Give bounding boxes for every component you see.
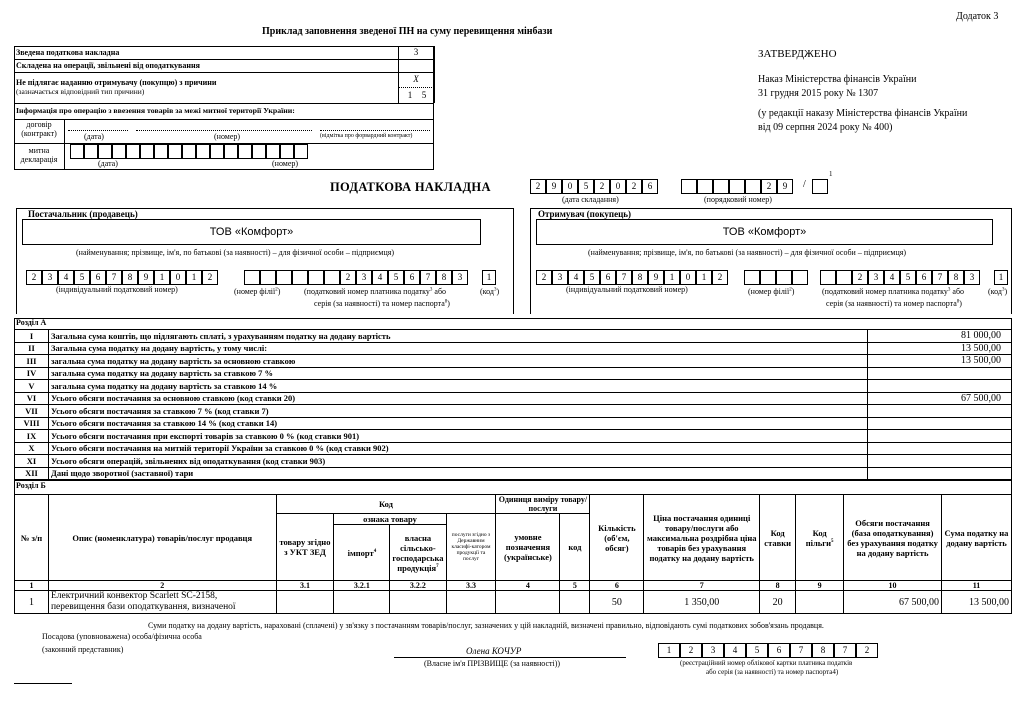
column-number: 8 <box>760 581 796 591</box>
forward-mark-label: (відмітка про форвардний контракт) <box>320 133 413 139</box>
row-empty-cell <box>496 591 560 614</box>
section-a-text: загальна сума податку на додану вартість за основною ставкою <box>48 355 867 368</box>
declaration-cell-16 <box>280 144 294 159</box>
column-number: 10 <box>844 581 942 591</box>
buyer-payer-digit-3: 2 <box>852 270 868 285</box>
serial-slash: / <box>803 179 806 190</box>
seller-ipn-digit-6: 7 <box>106 270 122 285</box>
buyer-payer-label: (податковий номер платника податку$^3$ або <box>822 287 965 296</box>
section-a-num: VIII <box>15 417 49 430</box>
seller-payer-digit-3: 2 <box>340 270 356 285</box>
seller-ipn-digit-1: 2 <box>26 270 42 285</box>
reg-digit-3: 3 <box>702 643 724 658</box>
column-number: 3.1 <box>276 581 334 591</box>
column-number: 7 <box>644 581 760 591</box>
date-digit-2: 9 <box>546 179 562 194</box>
table-row <box>15 591 1012 614</box>
col-sign-header: ознака товару <box>334 514 446 525</box>
section-a-value <box>868 455 1012 468</box>
col-num-header: № з/п <box>15 495 49 581</box>
serial-digit-4 <box>729 179 745 194</box>
not-provided-label: Не підлягає наданню отримувачу (покупцю) з причини <box>16 78 217 87</box>
buyer-payer-digit-5: 4 <box>884 270 900 285</box>
col-service-header: послуги згідно з Державним класифі-катором продукції та послуг <box>446 514 496 581</box>
section-a-value <box>868 467 1012 480</box>
row-desc: Електричний конвектор Scarlett SC-2158, перевищення бази оподаткування, визначеної <box>48 591 276 614</box>
section-a-num: IV <box>15 367 49 380</box>
section-a-num: I <box>15 330 49 343</box>
seller-branch-digit-3 <box>276 270 292 285</box>
buyer-name-label: (найменування; прізвище, ім'я, по батькові (за наявності) – для фізичної особи – підприємця) <box>588 248 907 257</box>
section-a-row <box>15 355 1012 368</box>
row-rate: 20 <box>760 591 796 614</box>
col-rate-header: Код ставки <box>760 495 796 581</box>
buyer-payer-digit-9: 8 <box>948 270 964 285</box>
declaration-cell-3 <box>98 144 112 159</box>
buyer-ipn-digit-9: 1 <box>664 270 680 285</box>
order-line-1: Наказ Міністерства фінансів України <box>758 74 917 85</box>
declaration-cell-2 <box>84 144 98 159</box>
seller-payer-digit-4: 3 <box>356 270 372 285</box>
buyer-ipn-digit-11: 1 <box>696 270 712 285</box>
seller-code-cell: 1 <box>482 270 496 285</box>
section-a-table <box>14 329 1012 480</box>
seller-name: ТОВ «Комфорт» <box>209 226 294 238</box>
section-a-num: XII <box>15 467 49 480</box>
buyer-branch-digit-4 <box>792 270 808 285</box>
column-number: 2 <box>48 581 276 591</box>
row-empty-cell <box>276 591 334 614</box>
section-a-value: 81 000,00 <box>868 330 1012 343</box>
declaration-cell-17 <box>294 144 308 159</box>
section-a-text: Усього обсяги постачання за основною ставкою (код ставки 20) <box>48 392 867 405</box>
serial-digit-1 <box>681 179 697 194</box>
declaration-cell-1 <box>70 144 84 159</box>
col-desc-header: Опис (номенклатура) товарів/послуг продавця <box>48 495 276 581</box>
section-b-table <box>14 494 1012 614</box>
section-a-text: Усього обсяги операцій, звільнених від оподаткування (код ставки 903) <box>48 455 867 468</box>
row-vat: 13 500,00 <box>942 591 1012 614</box>
declaration-cell-12 <box>224 144 238 159</box>
date-digit-3: 0 <box>562 179 578 194</box>
seller-payer-digit-10: 3 <box>452 270 468 285</box>
declaration-cell-4 <box>112 144 126 159</box>
position-line-1: Посадова (уповноважена) особа/фізична особа <box>42 632 202 641</box>
date-digit-1: 2 <box>530 179 546 194</box>
buyer-ipn-digit-7: 8 <box>632 270 648 285</box>
seller-branch-digit-2 <box>260 270 276 285</box>
column-number: 1 <box>15 581 49 591</box>
invoice-date-label: (дата складання) <box>562 195 619 204</box>
buyer-payer-digit-1 <box>820 270 836 285</box>
buyer-branch-label: (номер філії$^2$) <box>748 287 795 296</box>
section-a-text: Загальна сума податку на додану вартість, у тому числі: <box>48 342 867 355</box>
buyer-payer-digit-8: 7 <box>932 270 948 285</box>
section-a-value <box>868 380 1012 393</box>
buyer-ipn-digit-3: 4 <box>568 270 584 285</box>
seller-payer-digit-7: 6 <box>404 270 420 285</box>
col-code-header: Код <box>276 495 496 514</box>
reg-digit-7: 7 <box>790 643 812 658</box>
buyer-payer-digit-2 <box>836 270 852 285</box>
edition-line-2: від 09 серпня 2024 року № 400) <box>758 122 893 133</box>
declaration-cell-6 <box>140 144 154 159</box>
buyer-ipn-digit-8: 9 <box>648 270 664 285</box>
section-b-title: Розділ Б <box>16 481 46 490</box>
section-a-num: V <box>15 380 49 393</box>
column-number: 9 <box>796 581 844 591</box>
declaration-cell-15 <box>266 144 280 159</box>
col-agri-header: власна сільсько-господарська продукція$^7$ <box>390 525 446 581</box>
footer-statement: Суми податку на додану вартість, нараховані (сплачені) у зв'язку з постачанням товарів/послуг, зазначених у цій накладній, визначені правильно, відповідають сумі податкових зобов'язань продавця. <box>148 621 824 630</box>
reg-label-1: (реєстраційний номер облікової картки платника податків <box>680 659 853 667</box>
seller-ipn-digit-5: 6 <box>90 270 106 285</box>
section-a-row <box>15 330 1012 343</box>
row-empty-cell <box>796 591 844 614</box>
seller-ipn-digit-3: 4 <box>58 270 74 285</box>
example-title: Приклад заповнення зведеної ПН на суму перевищення мінбази <box>262 26 553 37</box>
seller-ipn-digit-10: 0 <box>170 270 186 285</box>
row-empty-cell <box>446 591 496 614</box>
buyer-code-cell: 1 <box>994 270 1008 285</box>
section-a-text: Загальна сума коштів, що підлягають сплаті, з урахуванням податку на додану вартість <box>48 330 867 343</box>
section-a-text: загальна сума податку на додану вартість за ставкою 7 % <box>48 367 867 380</box>
buyer-ipn-digit-2: 3 <box>552 270 568 285</box>
seller-branch-label: (номер філії$^2$) <box>234 287 281 296</box>
seller-ipn-digit-11: 1 <box>186 270 202 285</box>
reg-digit-5: 5 <box>746 643 768 658</box>
section-a-value <box>868 417 1012 430</box>
seller-ipn-digit-7: 8 <box>122 270 138 285</box>
date-digit-4: 5 <box>578 179 594 194</box>
section-a-num: VII <box>15 405 49 418</box>
seller-ipn-digit-2: 3 <box>42 270 58 285</box>
section-a-text: Усього обсяги постачання при експорті товарів за ставкою 0 % (код ставки 901) <box>48 430 867 443</box>
seller-branch-digit-1 <box>244 270 260 285</box>
reg-digit-4: 4 <box>724 643 746 658</box>
serial-digit-3 <box>713 179 729 194</box>
col-unit-header: Одиниця виміру товару/послуги <box>496 495 590 514</box>
summary-invoice-value: 3 <box>413 47 419 57</box>
col-benefit-header: Код пільги$^5$ <box>796 495 844 581</box>
seller-payer-digit-8: 7 <box>420 270 436 285</box>
contract-date-label: (дата) <box>84 132 104 141</box>
column-number: 11 <box>942 581 1012 591</box>
section-a-value: 13 500,00 <box>868 342 1012 355</box>
approved-label: ЗАТВЕРДЖЕНО <box>758 48 837 60</box>
col-vat-header: Сума податку на додану вартість <box>942 495 1012 581</box>
appendix-label: Додаток 3 <box>956 11 999 22</box>
section-a-row <box>15 392 1012 405</box>
column-number: 3.2.1 <box>334 581 390 591</box>
row-empty-cell <box>560 591 590 614</box>
section-a-row <box>15 442 1012 455</box>
seller-payer-label: (податковий номер платника податку$^3$ або <box>304 287 447 296</box>
declaration-cell-8 <box>168 144 182 159</box>
seller-payer-digit-6: 5 <box>388 270 404 285</box>
reason-digit-2: 5 <box>421 90 427 100</box>
reason-digit-1: 1 <box>407 90 413 100</box>
exempt-operations-label: Складена на операції, звільнені від оподаткування <box>16 61 200 70</box>
declaration-label: митна декларація <box>20 146 58 165</box>
col-volume-header: Обсяги постачання (база оподаткування) без урахування податку на додану вартість <box>844 495 942 581</box>
seller-payer-digit-9: 8 <box>436 270 452 285</box>
row-qty: 50 <box>590 591 644 614</box>
col-uktzed-header: товару згідно з УКТ ЗЕД <box>276 514 334 581</box>
date-digit-5: 2 <box>594 179 610 194</box>
seller-block <box>16 208 514 314</box>
section-a-value: 13 500,00 <box>868 355 1012 368</box>
row-volume: 67 500,00 <box>844 591 942 614</box>
section-a-row <box>15 417 1012 430</box>
section-a-text: Усього обсяги постачання за ставкою 14 % (код ставки 14) <box>48 417 867 430</box>
buyer-code-label: (код$^3$) <box>988 287 1008 296</box>
buyer-ipn-digit-10: 0 <box>680 270 696 285</box>
not-provided-mark: X <box>413 74 419 84</box>
section-a-value: 67 500,00 <box>868 392 1012 405</box>
seller-ipn-digit-9: 1 <box>154 270 170 285</box>
seller-payer-digit-5: 4 <box>372 270 388 285</box>
contract-number-label: (номер) <box>214 132 241 141</box>
signature-name: Олена КОЧУР <box>466 646 522 656</box>
section-a-row <box>15 455 1012 468</box>
declaration-cell-11 <box>210 144 224 159</box>
section-a-row <box>15 430 1012 443</box>
column-number: 6 <box>590 581 644 591</box>
section-a-value <box>868 430 1012 443</box>
declaration-cell-10 <box>196 144 210 159</box>
buyer-name: ТОВ «Комфорт» <box>722 226 807 238</box>
buyer-heading: Отримувач (покупець) <box>538 209 632 219</box>
buyer-ipn-label: (індивідуальний податковий номер) <box>566 285 688 294</box>
section-a-row <box>15 342 1012 355</box>
buyer-block <box>530 208 1012 314</box>
section-a-text: Усього обсяги постачання за ставкою 7 % (код ставки 7) <box>48 405 867 418</box>
buyer-passport-label: серія (за наявності) та номер паспорта$^8$) <box>826 299 962 308</box>
signature-label: (Власне ім'я ПРІЗВИЩЕ (за наявності)) <box>424 659 561 668</box>
column-number: 3.2.2 <box>390 581 446 591</box>
buyer-ipn-digit-4: 5 <box>584 270 600 285</box>
top-table <box>14 46 434 170</box>
declaration-number-label: (номер) <box>272 159 299 168</box>
buyer-payer-digit-6: 5 <box>900 270 916 285</box>
reg-digit-10: 2 <box>856 643 878 658</box>
seller-payer-digit-1 <box>308 270 324 285</box>
column-number: 3.3 <box>446 581 496 591</box>
serial-digit-6: 2 <box>761 179 777 194</box>
reg-label-2: або серія (за наявності) та номер паспорта4) <box>706 668 839 676</box>
declaration-cell-7 <box>154 144 168 159</box>
seller-ipn-digit-4: 5 <box>74 270 90 285</box>
row-n: 1 <box>15 591 49 614</box>
reg-digit-9: 7 <box>834 643 856 658</box>
col-price-header: Ціна постачання одиниці товару/послуги або максимальна роздрібна ціна товарів без урахування податку на додану вартість <box>644 495 760 581</box>
seller-branch-digit-4 <box>292 270 308 285</box>
edition-line-1: (у редакції наказу Міністерства фінансів України <box>758 108 968 119</box>
buyer-ipn-digit-12: 2 <box>712 270 728 285</box>
section-a-value <box>868 405 1012 418</box>
col-qty-header: Кількість (об'єм, обсяг) <box>590 495 644 581</box>
seller-ipn-digit-12: 2 <box>202 270 218 285</box>
date-digit-7: 2 <box>626 179 642 194</box>
declaration-cell-9 <box>182 144 196 159</box>
col-unit-name-header: умовне позначення (українське) <box>496 514 560 581</box>
seller-name-label: (найменування; прізвище, ім'я, по батькові (за наявності) – для фізичної особи – підприємця) <box>76 248 395 257</box>
invoice-serial-label: (порядковий номер) <box>704 195 772 204</box>
summary-invoice-label: Зведена податкова накладна <box>16 48 120 57</box>
buyer-ipn-digit-1: 2 <box>536 270 552 285</box>
seller-payer-digit-2 <box>324 270 340 285</box>
contract-label: договір (контракт) <box>21 120 57 139</box>
column-number: 4 <box>496 581 560 591</box>
seller-heading: Постачальник (продавець) <box>28 209 138 219</box>
section-a-value <box>868 367 1012 380</box>
declaration-cell-5 <box>126 144 140 159</box>
section-a-row <box>15 367 1012 380</box>
section-a-row <box>15 467 1012 480</box>
section-a-text: Дані щодо зворотної (заставної) тари <box>48 467 867 480</box>
section-a-row <box>15 405 1012 418</box>
section-a-num: IX <box>15 430 49 443</box>
reg-digit-1: 1 <box>658 643 680 658</box>
buyer-payer-digit-7: 6 <box>916 270 932 285</box>
section-a-num: II <box>15 342 49 355</box>
reg-digit-8: 8 <box>812 643 834 658</box>
buyer-ipn-digit-5: 6 <box>600 270 616 285</box>
seller-passport-label: серія (за наявності) та номер паспорта$^8$) <box>314 299 450 308</box>
section-a-text: загальна сума податку на додану вартість за ставкою 14 % <box>48 380 867 393</box>
row-empty-cell <box>334 591 390 614</box>
seller-ipn-digit-8: 9 <box>138 270 154 285</box>
buyer-branch-digit-1 <box>744 270 760 285</box>
section-a-row <box>15 380 1012 393</box>
buyer-branch-digit-3 <box>776 270 792 285</box>
serial-digit-2 <box>697 179 713 194</box>
section-a-num: VI <box>15 392 49 405</box>
section-a-title: Розділ А <box>16 318 47 327</box>
column-number: 5 <box>560 581 590 591</box>
serial-superscript: 1 <box>829 170 833 178</box>
invoice-title: ПОДАТКОВА НАКЛАДНА <box>330 180 491 194</box>
serial-digit-7: 9 <box>777 179 793 194</box>
buyer-branch-digit-2 <box>760 270 776 285</box>
section-a-num: XI <box>15 455 49 468</box>
reg-digit-6: 6 <box>768 643 790 658</box>
col-import-header: імпорт$^4$ <box>334 525 390 581</box>
row-empty-cell <box>390 591 446 614</box>
section-a-text: Усього обсяги постачання на митній території України за ставкою 0 % (код ставки 902) <box>48 442 867 455</box>
date-digit-8: 6 <box>642 179 658 194</box>
seller-ipn-label: (індивідуальний податковий номер) <box>56 285 178 294</box>
row-price: 1 350,00 <box>644 591 760 614</box>
col-unit-code-header: код <box>560 514 590 581</box>
buyer-payer-digit-4: 3 <box>868 270 884 285</box>
serial-extra-cell <box>812 179 828 194</box>
buyer-ipn-digit-6: 7 <box>616 270 632 285</box>
declaration-cell-13 <box>238 144 252 159</box>
section-a-num: X <box>15 442 49 455</box>
position-line-2: (законний представник) <box>42 645 124 654</box>
order-line-2: 31 грудня 2015 року № 1307 <box>758 88 879 99</box>
declaration-cell-14 <box>252 144 266 159</box>
reg-digit-2: 2 <box>680 643 702 658</box>
section-a-value <box>868 442 1012 455</box>
customs-info-title: Інформація про операцію з ввезення товарів за межі митної території України: <box>16 106 295 115</box>
section-a-num: III <box>15 355 49 368</box>
buyer-payer-digit-10: 3 <box>964 270 980 285</box>
serial-digit-5 <box>745 179 761 194</box>
seller-code-label: (код$^3$) <box>480 287 500 296</box>
date-digit-6: 0 <box>610 179 626 194</box>
declaration-date-label: (дата) <box>98 159 118 168</box>
reason-type-hint: (зазначається відповідний тип причини) <box>16 87 145 96</box>
